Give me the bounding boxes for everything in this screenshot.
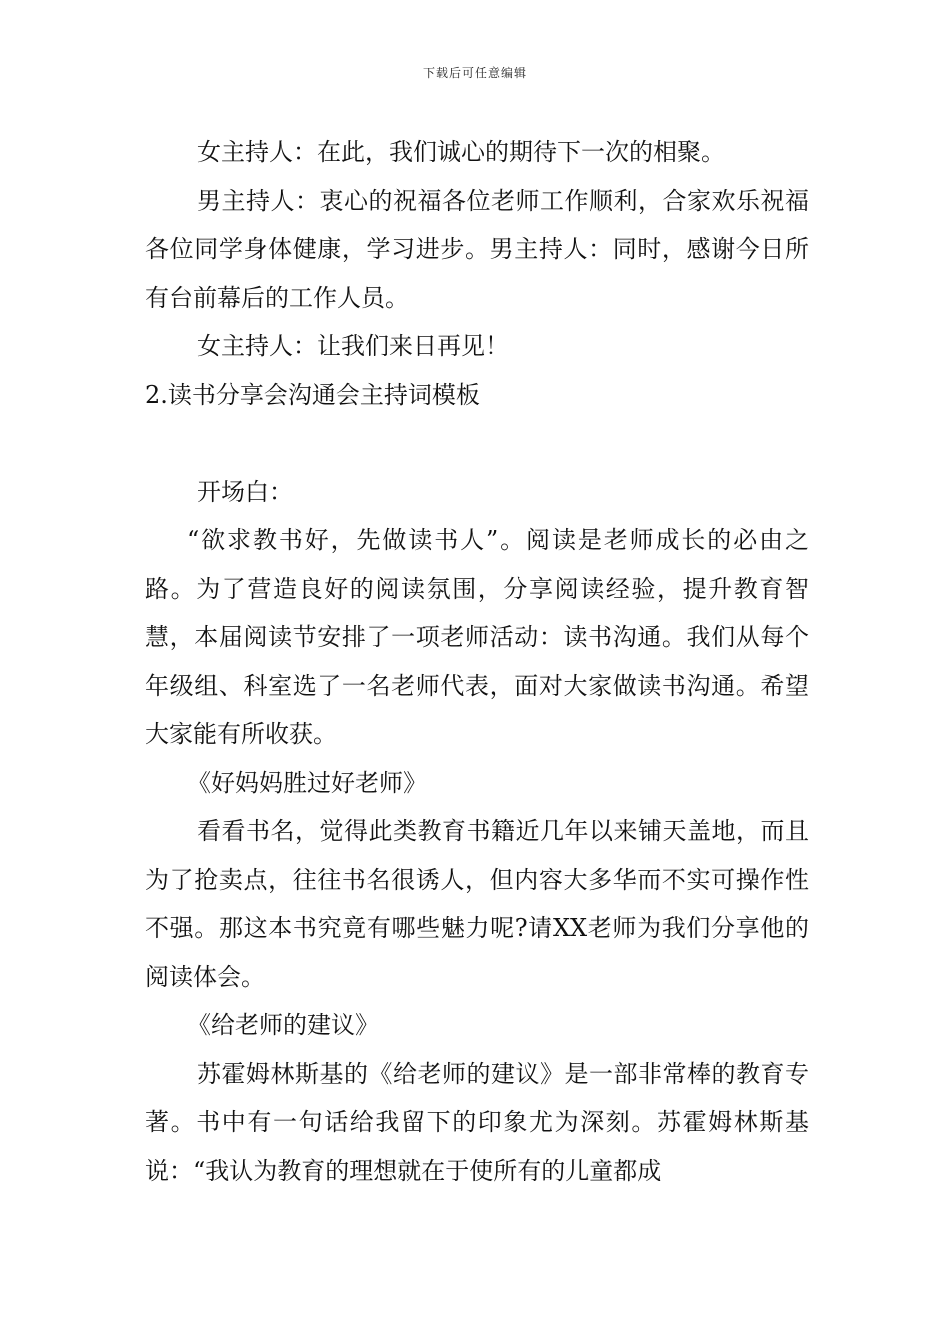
page-header: 下载后可任意编辑	[422, 66, 527, 80]
paragraph-farewell: 女主持人：让我们来日再见！	[197, 332, 509, 360]
blank-line	[145, 419, 809, 468]
book-title-1: 《好妈妈胜过好老师》	[187, 768, 427, 797]
book-title-2: 《给老师的建议》	[187, 1011, 379, 1039]
paragraph-closing-female-host: 女主持人：在此，我们诚心的期待下一次的相聚。	[197, 138, 725, 166]
paragraph-opening-speech: “欲求教书好，先做读书人”。阅读是老师成长的必由之路。为了营造良好的阅读氛围，分享阅读经验，提升教育智慧，本届阅读节安排了一项老师活动：读书沟通。我们从每个年级组、科室选了一名老师代表，面对大家做读书沟通。希望大家能有所收获。	[145, 526, 809, 748]
section-heading: 2.读书分享会沟通会主持词模板	[145, 380, 480, 409]
document-body	[145, 128, 809, 1195]
paragraph-book-1-intro: 看看书名，觉得此类教育书籍近几年以来铺天盖地，而且为了抢卖点，往往书名很诱人，但内容大多华而不实可操作性不强。那这本书究竟有哪些魅力呢?请XX老师为我们分享他的阅读体会。	[145, 817, 809, 991]
opening-label: 开场白：	[197, 477, 293, 506]
paragraph-closing-male-host: 男主持人：衷心的祝福各位老师工作顺利，合家欢乐祝福各位同学身体健康，学习进步。男主持人：同时，感谢今日所有台前幕后的工作人员。	[145, 186, 809, 312]
paragraph-book-2-intro: 苏霍姆林斯基的《给老师的建议》是一部非常棒的教育专著。书中有一句话给我留下的印象尤为深刻。苏霍姆林斯基说：“我认为教育的理想就在于使所有的儿童都成	[145, 1059, 809, 1185]
